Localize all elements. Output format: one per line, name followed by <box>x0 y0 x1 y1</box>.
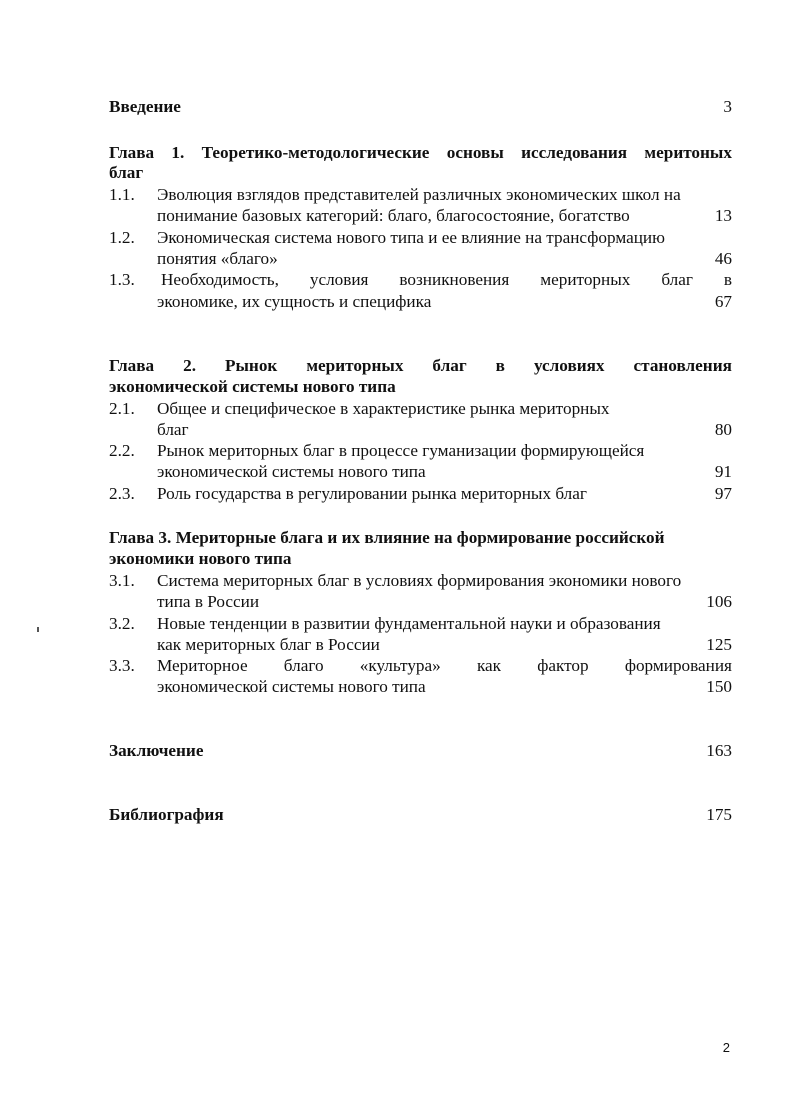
toc-bibliography-page: 175 <box>706 805 732 824</box>
chapter3-title: Глава 3. Мериторные блага и их влияние на формирование российской <box>109 528 665 547</box>
chapter2-title-word: благ <box>432 356 467 375</box>
chapter2-title-word: в <box>495 356 505 375</box>
section-3-3-word: Мериторное <box>157 656 248 675</box>
chapter1-title <box>109 143 732 163</box>
section-2-2-title: Рынок мериторных благ в процессе гуманизации формирующейся <box>157 441 645 460</box>
section-1-3-word: условия <box>309 270 369 289</box>
chapter2-title-word: Рынок <box>225 356 278 375</box>
section-2-1-title: Общее и специфическое в характеристике рынка мериторных <box>157 399 610 418</box>
section-1-2-page: 46 <box>714 249 732 268</box>
section-3-3-word: благо <box>283 656 324 675</box>
section-2-3-title: Роль государства в регулировании рынка мериторных благ <box>157 484 587 503</box>
chapter2-title-line2: экономической системы нового типа <box>109 377 396 396</box>
section-1-3-word: мериторных <box>540 270 631 289</box>
section-3-3-word: фактор <box>537 656 589 675</box>
section-3-3-word: формирования <box>624 656 732 675</box>
chapter2-title-word: условиях <box>533 356 605 375</box>
section-1-3-num: 1.3. <box>109 270 135 289</box>
toc-conclusion-title: Заключение <box>109 741 204 760</box>
page-number: 2 <box>722 1040 730 1055</box>
section-1-3-word: в <box>723 270 732 289</box>
chapter2-title-word: мериторных <box>306 356 404 375</box>
section-3-3-page: 150 <box>706 677 732 696</box>
section-1-3-word: возникновения <box>399 270 510 289</box>
chapter1-title-word: исследования <box>521 143 628 162</box>
section-2-3-page: 97 <box>714 484 732 503</box>
section-3-1-page: 106 <box>706 592 732 611</box>
section-2-2-title-line2: экономической системы нового типа <box>157 462 426 481</box>
toc-conclusion-page: 163 <box>706 741 732 760</box>
section-2-2-page: 91 <box>714 462 732 481</box>
toc-intro-title: Введение <box>109 97 181 116</box>
chapter1-title-word: Теоретико-методологические <box>201 143 430 162</box>
toc-intro-page: 3 <box>723 97 732 116</box>
section-1-3-page: 67 <box>714 292 732 311</box>
section-1-2-num: 1.2. <box>109 228 135 247</box>
section-1-2-title: Экономическая система нового типа и ее влияние на трансформацию <box>157 228 665 247</box>
section-1-1-num: 1.1. <box>109 185 135 204</box>
section-2-2-num: 2.2. <box>109 441 135 460</box>
chapter1-title-word: основы <box>446 143 504 162</box>
section-3-2-num: 3.2. <box>109 614 135 633</box>
section-3-1-num: 3.1. <box>109 571 135 590</box>
section-1-3-title <box>161 270 732 290</box>
section-3-2-title: Новые тенденции в развитии фундаментальной науки и образования <box>157 614 661 633</box>
scan-artifact <box>37 627 39 632</box>
section-3-3-word: «культура» <box>359 656 441 675</box>
section-3-1-title: Система мериторных благ в условиях формирования экономики нового <box>157 571 682 590</box>
section-1-3-word: Необходимость, <box>161 270 279 289</box>
section-2-3-num: 2.3. <box>109 484 135 503</box>
section-3-3-title <box>157 656 732 676</box>
chapter2-title <box>109 356 732 376</box>
section-1-3-word: благ <box>661 270 693 289</box>
section-1-1-page: 13 <box>714 206 732 225</box>
section-2-1-num: 2.1. <box>109 399 135 418</box>
section-3-2-page: 125 <box>706 635 732 654</box>
section-3-3-title-line2: экономической системы нового типа <box>157 677 426 696</box>
chapter1-title-word: 1. <box>171 143 185 162</box>
toc-bibliography-title: Библиография <box>109 805 224 824</box>
section-2-1-title-line2: благ <box>157 420 189 439</box>
section-2-1-page: 80 <box>714 420 732 439</box>
section-3-1-title-line2: типа в России <box>157 592 260 611</box>
section-1-1-title: Эволюция взглядов представителей различных экономических школ на <box>157 185 681 204</box>
section-3-3-num: 3.3. <box>109 656 135 675</box>
chapter3-title-line2: экономики нового типа <box>109 549 292 568</box>
chapter1-title-line2: благ <box>109 163 144 182</box>
section-1-3-title-line2: экономике, их сущность и специфика <box>157 292 432 311</box>
section-3-2-title-line2: как мериторных благ в России <box>157 635 380 654</box>
section-3-3-word: как <box>476 656 502 675</box>
chapter1-title-word: Глава <box>109 143 155 162</box>
section-1-1-title-line2: понимание базовых категорий: благо, благосостояние, богатство <box>157 206 630 225</box>
section-1-2-title-line2: понятия «благо» <box>157 249 278 268</box>
chapter2-title-word: становления <box>633 356 732 375</box>
chapter2-title-word: Глава <box>109 356 155 375</box>
chapter2-title-word: 2. <box>183 356 196 375</box>
chapter1-title-word: меритоных <box>644 143 732 162</box>
